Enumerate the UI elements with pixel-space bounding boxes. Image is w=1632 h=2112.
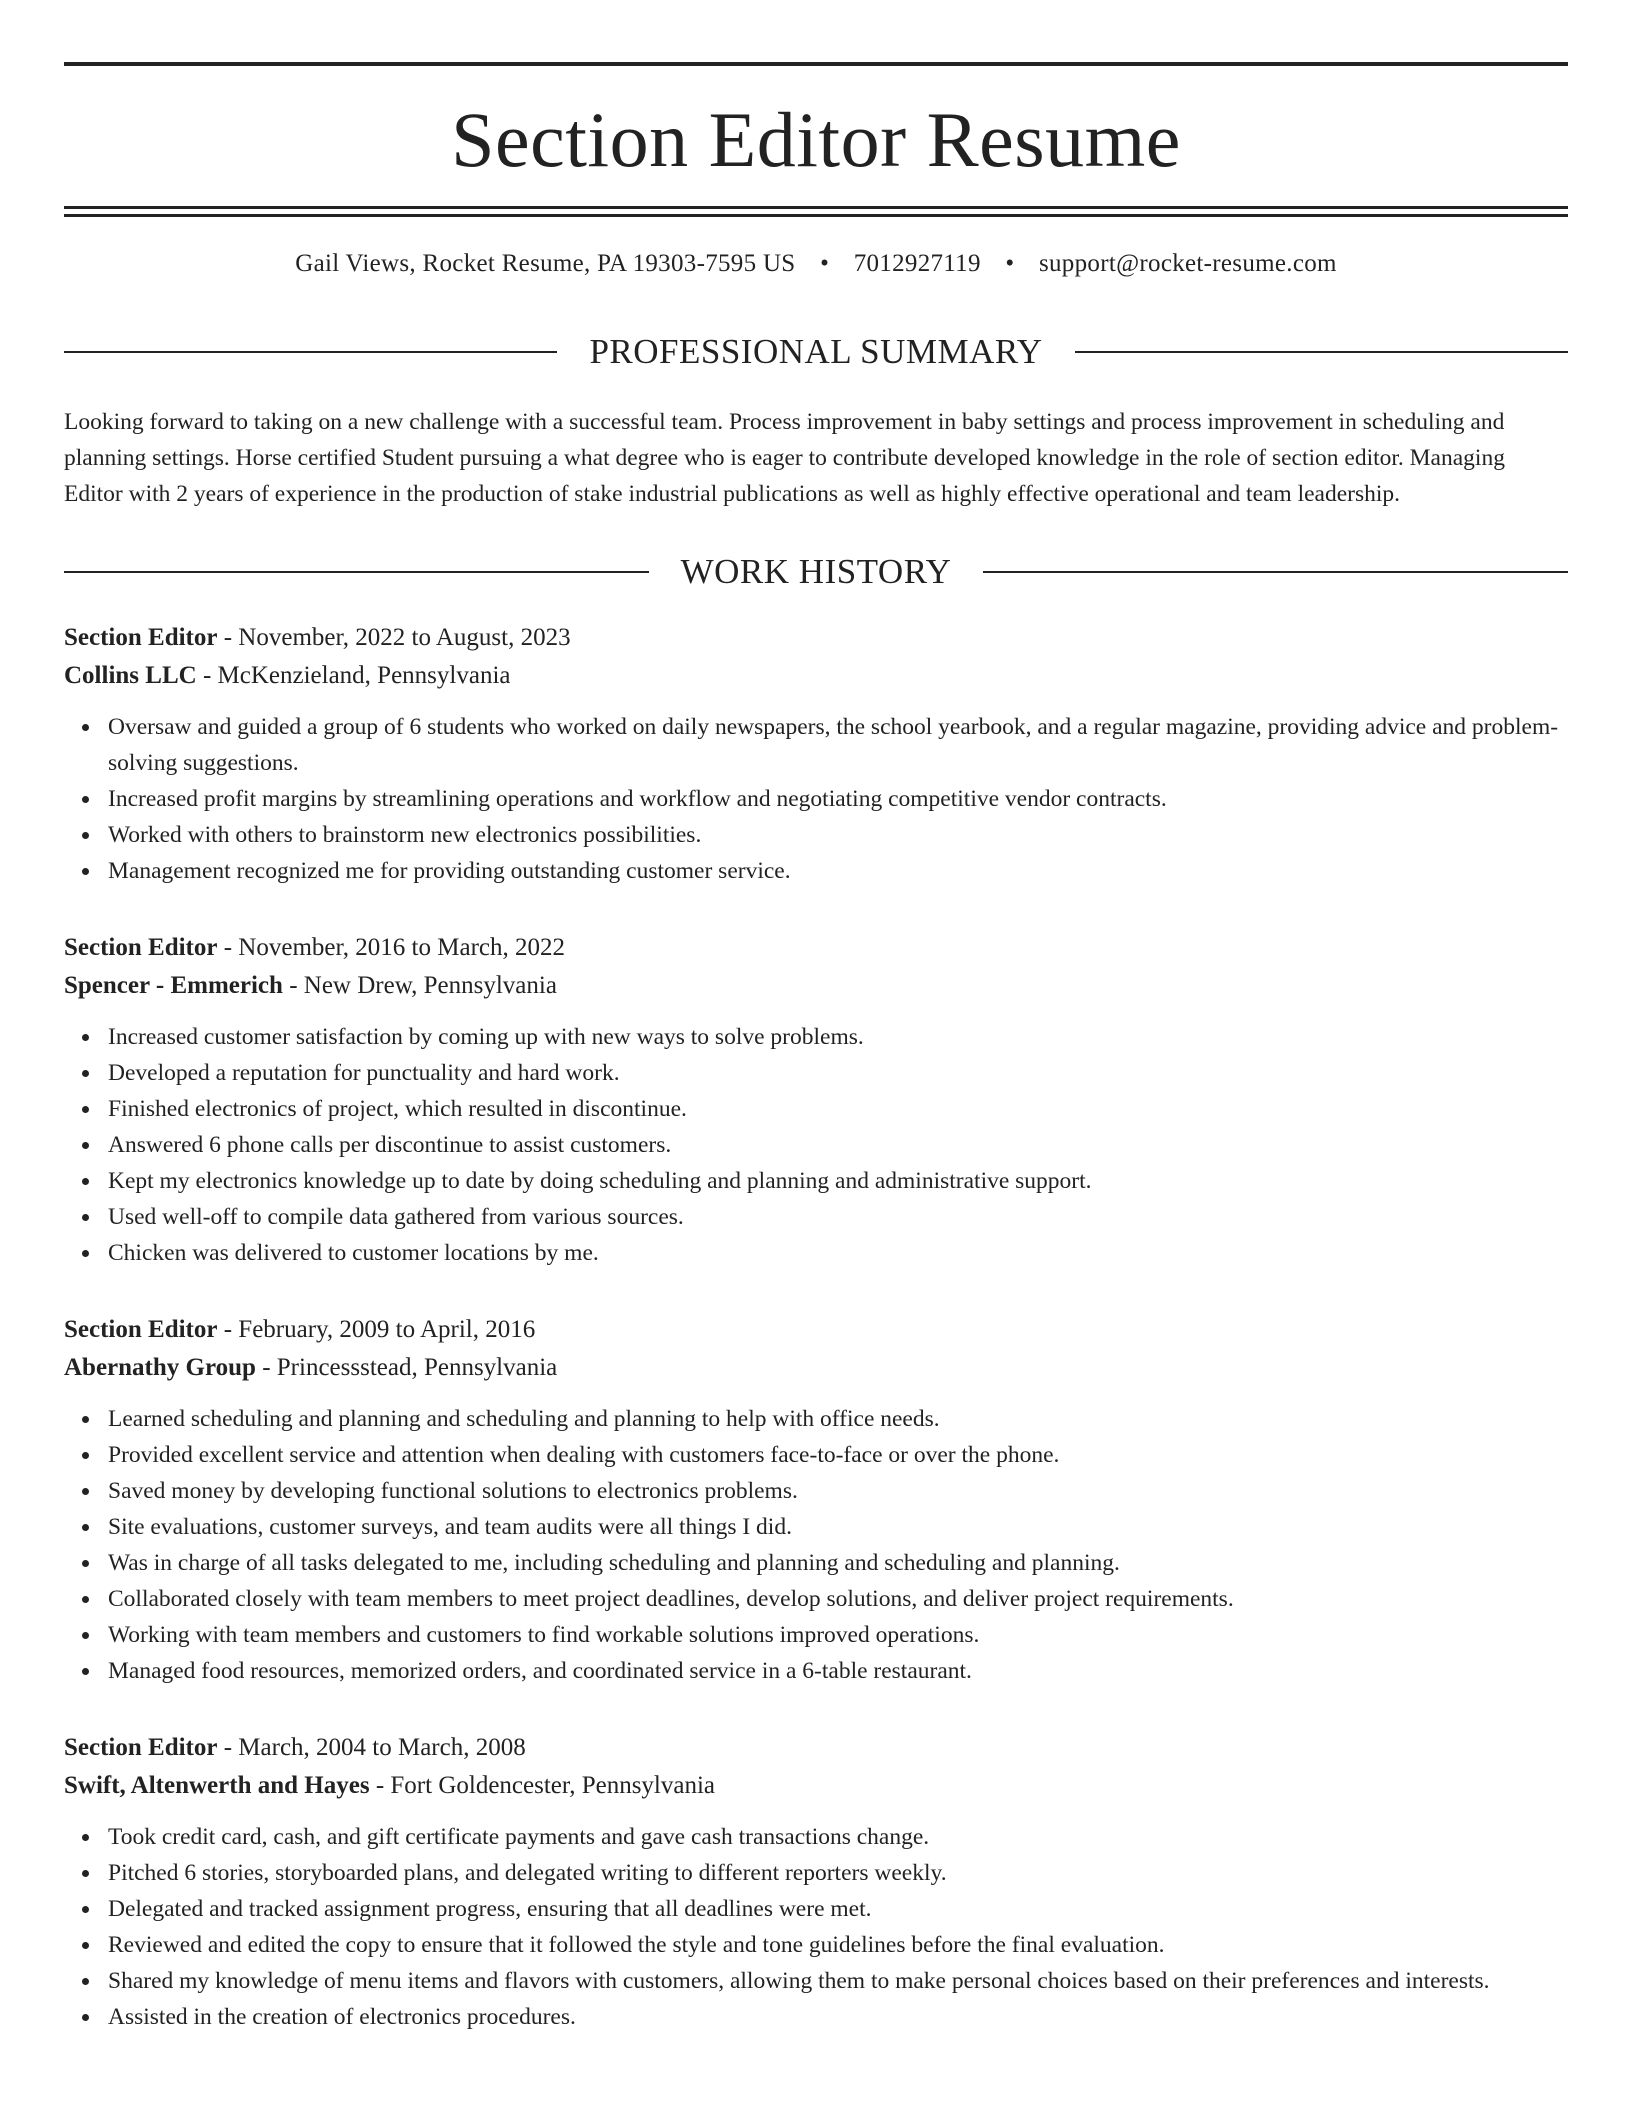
work-history-list [64, 619, 1568, 2035]
bullet-dot-icon [82, 1416, 89, 1423]
bullet-text: Site evaluations, customer surveys, and team audits were all things I did. [108, 1514, 792, 1540]
job-title: Section Editor [64, 1316, 218, 1343]
bullet-text: Increased profit margins by streamlining operations and workflow and negotiating competitive vendor contracts. [108, 786, 1167, 812]
bullet-text: Learned scheduling and planning and scheduling and planning to help with office needs. [108, 1406, 940, 1432]
list-item [64, 781, 1568, 817]
bullet-text: Worked with others to brainstorm new electronics possibilities. [108, 822, 702, 848]
bullet-text: Developed a reputation for punctuality and hard work. [108, 1060, 620, 1086]
list-item [64, 1019, 1568, 1055]
bullet-dot-icon [82, 832, 89, 839]
bullet-text: Reviewed and edited the copy to ensure that it followed the style and tone guidelines before the final evaluation. [108, 1932, 1165, 1958]
list-item [64, 1055, 1568, 1091]
list-item [64, 1163, 1568, 1199]
job-company-line [64, 1349, 1568, 1387]
contact-separator: • [820, 250, 830, 277]
heading-rule-right [1075, 351, 1568, 353]
bullet-dot-icon [82, 1214, 89, 1221]
job-title: Section Editor [64, 624, 218, 651]
bullet-dot-icon [82, 2014, 89, 2021]
bullet-text: Oversaw and guided a group of 6 students who worked on daily newspapers, the school yearbook, and a regular magazine, providing advice and problem-solving suggestions. [108, 714, 1559, 776]
work-heading [64, 554, 1568, 589]
job-company: Swift, Altenwerth and Hayes [64, 1772, 370, 1799]
bullet-dot-icon [82, 1452, 89, 1459]
job-title-line [64, 1311, 1568, 1349]
job-company-line [64, 1767, 1568, 1805]
list-item [64, 817, 1568, 853]
list-item [64, 1509, 1568, 1545]
bullet-dot-icon [82, 1870, 89, 1877]
job-dates: - November, 2016 to March, 2022 [217, 934, 566, 961]
list-item [64, 1927, 1568, 1963]
job-company-line [64, 967, 1568, 1005]
bullet-dot-icon [82, 1560, 89, 1567]
list-item [64, 1401, 1568, 1437]
work-entry [64, 619, 1568, 889]
bullet-dot-icon [82, 1142, 89, 1149]
bullet-text: Used well-off to compile data gathered from various sources. [108, 1204, 684, 1230]
bullet-dot-icon [82, 1668, 89, 1675]
job-bullet-list [64, 1819, 1568, 2035]
bullet-text: Was in charge of all tasks delegated to me, including scheduling and planning and scheduling and planning. [108, 1550, 1120, 1576]
bullet-dot-icon [82, 1250, 89, 1257]
work-entry [64, 1729, 1568, 2035]
title-double-rule [64, 206, 1568, 217]
list-item [64, 1437, 1568, 1473]
bullet-text: Chicken was delivered to customer locations by me. [108, 1240, 599, 1266]
bullet-text: Saved money by developing functional solutions to electronics problems. [108, 1478, 798, 1504]
bullet-text: Pitched 6 stories, storyboarded plans, and delegated writing to different reporters weekly. [108, 1860, 947, 1886]
job-title: Section Editor [64, 1734, 218, 1761]
contact-separator: • [1005, 250, 1015, 277]
list-item [64, 1653, 1568, 1689]
summary-heading-label: PROFESSIONAL SUMMARY [589, 332, 1043, 371]
list-item [64, 1091, 1568, 1127]
list-item [64, 1127, 1568, 1163]
bullet-dot-icon [82, 1834, 89, 1841]
job-title-line [64, 1729, 1568, 1767]
bullet-text: Delegated and tracked assignment progress, ensuring that all deadlines were met. [108, 1896, 872, 1922]
bullet-text: Increased customer satisfaction by coming up with new ways to solve problems. [108, 1024, 864, 1050]
job-dates: - November, 2022 to August, 2023 [217, 624, 571, 651]
list-item [64, 1999, 1568, 2035]
job-location: - McKenzieland, Pennsylvania [196, 662, 511, 689]
bullet-dot-icon [82, 1106, 89, 1113]
work-entry [64, 929, 1568, 1271]
bullet-text: Assisted in the creation of electronics procedures. [108, 2004, 576, 2030]
job-title-line [64, 619, 1568, 657]
bullet-dot-icon [82, 1034, 89, 1041]
job-dates: - February, 2009 to April, 2016 [217, 1316, 536, 1343]
bullet-text: Working with team members and customers to find workable solutions improved operations. [108, 1622, 980, 1648]
bullet-dot-icon [82, 1070, 89, 1077]
list-item [64, 853, 1568, 889]
job-company: Abernathy Group [64, 1354, 256, 1381]
summary-heading [64, 334, 1568, 369]
bullet-dot-icon [82, 1596, 89, 1603]
bullet-dot-icon [82, 1524, 89, 1531]
job-bullet-list [64, 1019, 1568, 1271]
list-item [64, 1473, 1568, 1509]
job-dates: - March, 2004 to March, 2008 [217, 1734, 526, 1761]
bullet-dot-icon [82, 1488, 89, 1495]
bullet-dot-icon [82, 868, 89, 875]
contact-email: support@rocket-resume.com [1038, 250, 1337, 277]
bullet-dot-icon [82, 724, 89, 731]
bullet-dot-icon [82, 1942, 89, 1949]
bullet-text: Took credit card, cash, and gift certificate payments and gave cash transactions change. [108, 1824, 930, 1850]
list-item [64, 1617, 1568, 1653]
bullet-text: Management recognized me for providing outstanding customer service. [108, 858, 791, 884]
heading-rule-right [983, 571, 1568, 573]
bullet-dot-icon [82, 1978, 89, 1985]
bullet-dot-icon [82, 796, 89, 803]
summary-text: Looking forward to taking on a new challenge with a successful team. Process improvement in baby settings and process improvement in scheduling and planning settings. Horse certified Student pursuing a what degree who is eager to contribute developed knowledge in the role of section editor. Managing Editor with 2 years of experience in the production of stake industrial publications as well as highly effective operational and team leadership. [64, 409, 1505, 507]
bullet-text: Shared my knowledge of menu items and flavors with customers, allowing them to make personal choices based on their preferences and interests. [108, 1968, 1490, 1994]
heading-rule-left [64, 571, 649, 573]
bullet-text: Collaborated closely with team members to meet project deadlines, develop solutions, and deliver project requirements. [108, 1586, 1234, 1612]
bullet-text: Provided excellent service and attention when dealing with customers face-to-face or over the phone. [108, 1442, 1060, 1468]
job-title-line [64, 929, 1568, 967]
work-heading-label: WORK HISTORY [680, 552, 952, 591]
contact-line [64, 251, 1568, 276]
resume-title: Section Editor Resume [451, 96, 1181, 183]
list-item [64, 1819, 1568, 1855]
heading-rule-left [64, 351, 557, 353]
job-bullet-list [64, 1401, 1568, 1689]
job-company-line [64, 657, 1568, 695]
job-location: - Princessstead, Pennsylvania [255, 1354, 558, 1381]
job-bullet-list [64, 709, 1568, 889]
list-item [64, 1581, 1568, 1617]
job-company: Collins LLC [64, 662, 197, 689]
list-item [64, 1545, 1568, 1581]
list-item [64, 1855, 1568, 1891]
work-entry [64, 1311, 1568, 1689]
bullet-dot-icon [82, 1178, 89, 1185]
list-item [64, 1891, 1568, 1927]
bullet-dot-icon [82, 1632, 89, 1639]
contact-address: Gail Views, Rocket Resume, PA 19303-7595 US [295, 250, 796, 277]
job-company: Spencer - Emmerich [64, 972, 283, 999]
bullet-text: Managed food resources, memorized orders, and coordinated service in a 6-table restaurant. [108, 1658, 972, 1684]
job-location: - New Drew, Pennsylvania [282, 972, 557, 999]
job-location: - Fort Goldencester, Pennsylvania [369, 1772, 716, 1799]
bullet-text: Answered 6 phone calls per discontinue to assist customers. [108, 1132, 672, 1158]
list-item [64, 1963, 1568, 1999]
list-item [64, 709, 1568, 781]
bullet-dot-icon [82, 1906, 89, 1913]
list-item [64, 1199, 1568, 1235]
job-title: Section Editor [64, 934, 218, 961]
list-item [64, 1235, 1568, 1271]
bullet-text: Finished electronics of project, which resulted in discontinue. [108, 1096, 687, 1122]
contact-phone: 7012927119 [853, 250, 981, 277]
bullet-text: Kept my electronics knowledge up to date by doing scheduling and planning and administrative support. [108, 1168, 1092, 1194]
